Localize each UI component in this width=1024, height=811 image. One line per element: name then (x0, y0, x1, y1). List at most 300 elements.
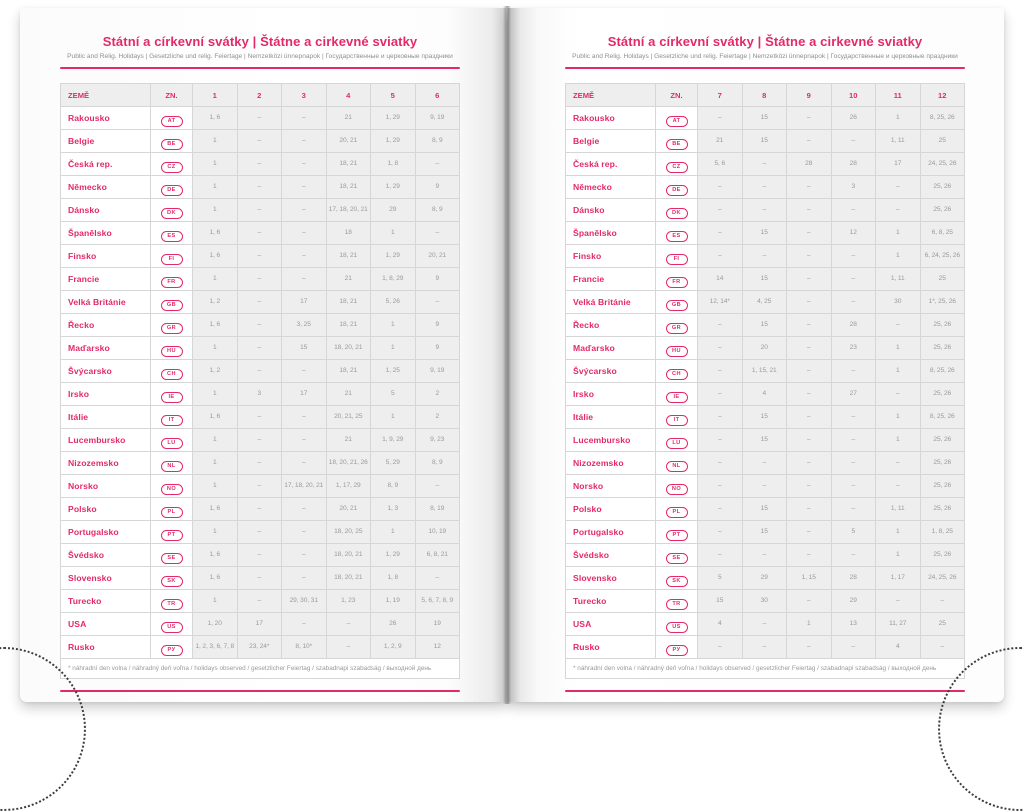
country-row (61, 314, 460, 337)
country-code-badge: AT (666, 116, 688, 127)
holiday-dates-cell: – (831, 245, 876, 268)
holiday-dates-cell: 1 (787, 613, 832, 636)
holiday-dates-cell: – (237, 567, 282, 590)
holiday-dates-cell: 25 (920, 268, 965, 291)
country-name: Belgie (61, 130, 151, 153)
holiday-dates-cell: 25 (920, 613, 965, 636)
holiday-dates-cell: – (787, 452, 832, 475)
holiday-dates-cell: – (876, 176, 921, 199)
holiday-dates-cell: 20, 21 (326, 498, 371, 521)
holiday-dates-cell: 20, 21 (415, 245, 460, 268)
country-row (61, 613, 460, 636)
holiday-dates-cell: 3 (831, 176, 876, 199)
holiday-dates-cell: 1 (876, 429, 921, 452)
code-column-header: ZN. (151, 84, 193, 107)
country-code-cell (656, 636, 698, 659)
holiday-dates-cell: 1 (371, 406, 416, 429)
holiday-dates-cell: 1, 11 (876, 268, 921, 291)
holiday-dates-cell: 17 (237, 613, 282, 636)
holiday-dates-cell: 1, 15, 21 (742, 360, 787, 383)
holiday-dates-cell: – (282, 452, 327, 475)
country-row (61, 452, 460, 475)
month-column-header: 6 (415, 84, 460, 107)
country-code-cell (151, 245, 193, 268)
holiday-dates-cell: 18, 21 (326, 153, 371, 176)
holiday-dates-cell: – (787, 429, 832, 452)
title-divider-rule (60, 67, 460, 69)
holiday-dates-cell: 30 (742, 590, 787, 613)
holiday-dates-cell: – (282, 199, 327, 222)
holiday-dates-cell: – (831, 475, 876, 498)
country-row (566, 222, 965, 245)
holiday-dates-cell: – (282, 360, 327, 383)
month-column-header: 4 (326, 84, 371, 107)
holiday-dates-cell: – (698, 452, 743, 475)
country-code-badge: AT (161, 116, 183, 127)
holiday-dates-cell: – (698, 544, 743, 567)
country-name: Turecko (61, 590, 151, 613)
holiday-dates-cell: 1*, 25, 26 (920, 291, 965, 314)
holiday-dates-cell: 28 (831, 153, 876, 176)
holiday-dates-cell: 1 (876, 406, 921, 429)
country-name: Švýcarsko (61, 360, 151, 383)
country-code-badge: РУ (161, 645, 183, 656)
month-column-header: 1 (193, 84, 238, 107)
holiday-dates-cell: – (237, 498, 282, 521)
holiday-dates-cell: – (326, 636, 371, 659)
country-code-badge: CH (666, 369, 688, 380)
holiday-dates-cell: 1, 15 (787, 567, 832, 590)
holiday-dates-cell: 1 (193, 130, 238, 153)
holiday-dates-cell: – (831, 498, 876, 521)
holiday-dates-cell: 5 (698, 567, 743, 590)
holiday-dates-cell: 1 (193, 383, 238, 406)
holiday-dates-cell: 15 (742, 521, 787, 544)
holiday-dates-cell: 25, 26 (920, 176, 965, 199)
month-column-header: 7 (698, 84, 743, 107)
holiday-dates-cell: 1 (193, 153, 238, 176)
country-name: Rakousko (61, 107, 151, 130)
country-name: Řecko (61, 314, 151, 337)
holiday-dates-cell: – (787, 360, 832, 383)
country-code-cell (151, 429, 193, 452)
country-name: Česká rep. (61, 153, 151, 176)
holiday-dates-cell: 11, 27 (876, 613, 921, 636)
country-row (61, 176, 460, 199)
holiday-dates-cell: 26 (831, 107, 876, 130)
holiday-dates-cell: 12, 14* (698, 291, 743, 314)
holiday-dates-cell: – (698, 406, 743, 429)
country-name: Rusko (566, 636, 656, 659)
holiday-dates-cell: 30 (876, 291, 921, 314)
holiday-dates-cell: – (415, 291, 460, 314)
country-code-badge: GB (161, 300, 183, 311)
country-row (566, 452, 965, 475)
country-code-cell (151, 521, 193, 544)
country-name: Řecko (566, 314, 656, 337)
holiday-dates-cell: 25, 26 (920, 498, 965, 521)
holiday-dates-cell: 9, 23 (415, 429, 460, 452)
holiday-dates-cell: 18, 20, 21, 26 (326, 452, 371, 475)
country-code-badge: GR (666, 323, 688, 334)
country-code-cell (656, 498, 698, 521)
holiday-dates-cell: 1, 6 (193, 107, 238, 130)
holiday-dates-cell: 1, 29 (371, 130, 416, 153)
holiday-dates-cell: – (787, 268, 832, 291)
holiday-dates-cell: 1, 19 (371, 590, 416, 613)
holiday-dates-cell: 8, 9 (371, 475, 416, 498)
holiday-dates-cell: 18, 20, 21 (326, 337, 371, 360)
holiday-dates-cell: 10, 19 (415, 521, 460, 544)
holiday-dates-cell: – (282, 498, 327, 521)
country-row (566, 636, 965, 659)
holiday-dates-cell: 1, 2, 3, 6, 7, 8 (193, 636, 238, 659)
country-column-header: ZEMĚ (61, 84, 151, 107)
holiday-dates-cell: – (326, 613, 371, 636)
holiday-dates-cell: 1, 11 (876, 498, 921, 521)
holiday-dates-cell: – (742, 199, 787, 222)
holiday-dates-cell: 25, 26 (920, 383, 965, 406)
holiday-dates-cell: 5, 29 (371, 452, 416, 475)
holidays-table (565, 83, 965, 659)
country-code-cell (151, 199, 193, 222)
holiday-dates-cell: – (920, 590, 965, 613)
country-row (61, 521, 460, 544)
holiday-dates-cell: – (237, 107, 282, 130)
holiday-dates-cell: 9 (415, 314, 460, 337)
country-code-badge: PL (161, 507, 183, 518)
country-code-badge: РУ (666, 645, 688, 656)
holiday-dates-cell: 15 (742, 406, 787, 429)
country-code-cell (656, 222, 698, 245)
holiday-dates-cell: – (787, 406, 832, 429)
country-row (61, 475, 460, 498)
holiday-dates-cell: 1 (371, 222, 416, 245)
holiday-dates-cell: 5, 6 (698, 153, 743, 176)
holiday-dates-cell: 28 (831, 314, 876, 337)
holiday-dates-cell: 8, 25, 26 (920, 360, 965, 383)
country-row (61, 636, 460, 659)
country-code-badge: TR (161, 599, 183, 610)
holiday-dates-cell: 21 (326, 429, 371, 452)
holiday-dates-cell: – (876, 590, 921, 613)
holiday-dates-cell: 1, 8, 29 (371, 268, 416, 291)
holiday-dates-cell: – (876, 314, 921, 337)
country-code-cell (151, 337, 193, 360)
holiday-dates-cell: 1, 29 (371, 544, 416, 567)
page-title: Státní a církevní svátky | Štátne a cirkevné sviatky (102, 34, 418, 49)
country-name: Itálie (61, 406, 151, 429)
holiday-dates-cell: 15 (742, 268, 787, 291)
holiday-dates-cell: 18, 21 (326, 176, 371, 199)
holiday-dates-cell: 4 (698, 613, 743, 636)
country-row (566, 521, 965, 544)
country-row (566, 153, 965, 176)
country-code-cell (656, 153, 698, 176)
holiday-dates-cell: – (237, 360, 282, 383)
holiday-dates-cell: 9, 19 (415, 107, 460, 130)
holiday-dates-cell: 1, 6 (193, 314, 238, 337)
country-name: Lucembursko (566, 429, 656, 452)
country-row (61, 337, 460, 360)
holiday-dates-cell: 8, 25, 26 (920, 107, 965, 130)
country-name: Rusko (61, 636, 151, 659)
country-code-badge: FR (666, 277, 688, 288)
holiday-dates-cell: 12 (415, 636, 460, 659)
country-code-cell (656, 199, 698, 222)
holiday-dates-cell: 21 (698, 130, 743, 153)
holiday-dates-cell: 1, 17, 29 (326, 475, 371, 498)
holiday-dates-cell: – (698, 383, 743, 406)
country-code-badge: ES (161, 231, 183, 242)
holiday-dates-cell: 1, 8, 25 (920, 521, 965, 544)
country-name: Švédsko (61, 544, 151, 567)
holiday-dates-cell: 23 (831, 337, 876, 360)
holiday-dates-cell: 17, 18, 20, 21 (282, 475, 327, 498)
holiday-dates-cell: – (237, 291, 282, 314)
holiday-dates-cell: 1 (193, 521, 238, 544)
holiday-dates-cell: – (831, 406, 876, 429)
holiday-dates-cell: 5 (371, 383, 416, 406)
country-code-cell (151, 153, 193, 176)
country-name: Velká Británie (61, 291, 151, 314)
holiday-dates-cell: – (742, 153, 787, 176)
holiday-dates-cell: – (237, 222, 282, 245)
country-code-cell (151, 498, 193, 521)
holiday-dates-cell: 1, 29 (371, 245, 416, 268)
country-code-cell (151, 544, 193, 567)
country-code-cell (151, 636, 193, 659)
holiday-dates-cell: 21 (326, 268, 371, 291)
country-name: Norsko (566, 475, 656, 498)
country-name: Nizozemsko (61, 452, 151, 475)
holiday-dates-cell: – (831, 268, 876, 291)
country-code-cell (151, 222, 193, 245)
holidays-table (60, 83, 460, 659)
country-row (61, 383, 460, 406)
holiday-dates-cell: – (831, 636, 876, 659)
holiday-dates-cell: – (787, 498, 832, 521)
holiday-dates-cell: 9, 19 (415, 360, 460, 383)
country-code-badge: BE (666, 139, 688, 150)
country-code-badge: FR (161, 277, 183, 288)
country-code-cell (656, 567, 698, 590)
country-row (61, 245, 460, 268)
holiday-dates-cell: – (787, 544, 832, 567)
holiday-dates-cell: – (831, 360, 876, 383)
country-row (566, 268, 965, 291)
country-row (566, 130, 965, 153)
holiday-dates-cell: 18, 21 (326, 314, 371, 337)
country-name: Dánsko (566, 199, 656, 222)
holiday-dates-cell: 1, 29 (371, 176, 416, 199)
country-row (566, 383, 965, 406)
holiday-dates-cell: – (282, 130, 327, 153)
country-name: USA (61, 613, 151, 636)
holiday-dates-cell: – (282, 222, 327, 245)
holiday-dates-cell: – (698, 314, 743, 337)
country-code-badge: NL (666, 461, 688, 472)
country-code-cell (656, 360, 698, 383)
holiday-dates-cell: – (876, 383, 921, 406)
country-name: Nizozemsko (566, 452, 656, 475)
holiday-dates-cell: – (282, 245, 327, 268)
holiday-dates-cell: 29 (742, 567, 787, 590)
country-code-cell (151, 475, 193, 498)
month-column-header: 3 (282, 84, 327, 107)
country-name: Německo (566, 176, 656, 199)
country-code-cell (151, 567, 193, 590)
holiday-dates-cell: 1, 6 (193, 406, 238, 429)
country-row (566, 360, 965, 383)
country-code-cell (151, 107, 193, 130)
holiday-dates-cell: – (415, 222, 460, 245)
holiday-dates-cell: 19 (415, 613, 460, 636)
holiday-dates-cell: – (237, 268, 282, 291)
holiday-dates-cell: 4 (742, 383, 787, 406)
holiday-dates-cell: 1, 20 (193, 613, 238, 636)
country-row (566, 498, 965, 521)
country-name: Portugalsko (566, 521, 656, 544)
holiday-dates-cell: – (787, 291, 832, 314)
page-title: Státní a církevní svátky | Štátne a cirkevné sviatky (607, 34, 923, 49)
country-code-badge: DK (666, 208, 688, 219)
country-code-badge: GR (161, 323, 183, 334)
holiday-dates-cell: – (237, 130, 282, 153)
country-code-cell (656, 613, 698, 636)
holiday-dates-cell: 25, 26 (920, 429, 965, 452)
country-code-badge: ES (666, 231, 688, 242)
holiday-dates-cell: 17, 18, 20, 21 (326, 199, 371, 222)
country-row (566, 544, 965, 567)
holiday-dates-cell: 25, 26 (920, 452, 965, 475)
holiday-dates-cell: – (787, 636, 832, 659)
country-name: Slovensko (566, 567, 656, 590)
country-row (566, 199, 965, 222)
country-code-cell (151, 613, 193, 636)
country-row (61, 268, 460, 291)
country-code-badge: DE (161, 185, 183, 196)
country-row (566, 291, 965, 314)
country-row (566, 107, 965, 130)
country-code-cell (656, 521, 698, 544)
holiday-dates-cell: 17 (876, 153, 921, 176)
holiday-dates-cell: 8, 9 (415, 452, 460, 475)
country-code-badge: CH (161, 369, 183, 380)
holiday-dates-cell: 15 (742, 498, 787, 521)
country-code-cell (151, 590, 193, 613)
country-row (61, 590, 460, 613)
page-subtitle: Public and Relig. Holidays | Gesetzliche und relig. Feiertage | Nemzetközi ünnepnapok | Государственные и церковные праздники (67, 53, 453, 60)
holiday-dates-cell: 1, 25 (371, 360, 416, 383)
holiday-dates-cell: 18, 20, 25 (326, 521, 371, 544)
holiday-dates-cell: 25, 26 (920, 544, 965, 567)
country-code-cell (656, 107, 698, 130)
country-code-cell (656, 544, 698, 567)
holiday-dates-cell: – (787, 475, 832, 498)
holiday-dates-cell: 1, 2 (193, 360, 238, 383)
holiday-dates-cell: 1, 17 (876, 567, 921, 590)
holiday-dates-cell: 14 (698, 268, 743, 291)
country-code-badge: IE (161, 392, 183, 403)
holiday-dates-cell: 24, 25, 26 (920, 567, 965, 590)
country-code-badge: BE (161, 139, 183, 150)
holiday-dates-cell: 2 (415, 383, 460, 406)
holiday-dates-cell: 17 (282, 383, 327, 406)
country-name: Finsko (566, 245, 656, 268)
country-name: Švédsko (566, 544, 656, 567)
country-name: Německo (61, 176, 151, 199)
holiday-dates-cell: 1, 6 (193, 222, 238, 245)
holiday-dates-cell: 25 (920, 130, 965, 153)
page-subtitle: Public and Relig. Holidays | Gesetzliche und relig. Feiertage | Nemzetközi ünnepnapok | Государственные и церковные праздники (572, 53, 958, 60)
holiday-dates-cell: 3, 25 (282, 314, 327, 337)
holiday-dates-cell: 1, 9, 29 (371, 429, 416, 452)
holiday-dates-cell: 1, 2, 9 (371, 636, 416, 659)
holiday-dates-cell: 18, 21 (326, 245, 371, 268)
country-name: Česká rep. (566, 153, 656, 176)
page-content (565, 34, 965, 692)
holiday-dates-cell: 18, 21 (326, 360, 371, 383)
country-code-cell (151, 452, 193, 475)
holiday-dates-cell: 1 (193, 475, 238, 498)
holiday-dates-cell: – (698, 475, 743, 498)
holiday-dates-cell: – (787, 199, 832, 222)
holiday-dates-cell: 2 (415, 406, 460, 429)
country-row (566, 475, 965, 498)
diary-page-right (508, 8, 1004, 702)
country-code-cell (656, 383, 698, 406)
holiday-dates-cell: – (698, 199, 743, 222)
country-row (61, 360, 460, 383)
holiday-dates-cell: – (282, 107, 327, 130)
country-code-cell (151, 176, 193, 199)
country-name: Rakousko (566, 107, 656, 130)
holiday-dates-cell: – (237, 521, 282, 544)
holiday-dates-cell: 15 (742, 107, 787, 130)
holiday-dates-cell: 15 (742, 314, 787, 337)
country-row (566, 613, 965, 636)
holiday-dates-cell: 18 (326, 222, 371, 245)
holiday-dates-cell: – (787, 521, 832, 544)
holiday-dates-cell: – (698, 521, 743, 544)
holiday-dates-cell: – (237, 544, 282, 567)
country-row (61, 498, 460, 521)
month-column-header: 11 (876, 84, 921, 107)
country-code-badge: PT (666, 530, 688, 541)
holiday-dates-cell: 8, 25, 26 (920, 406, 965, 429)
holiday-dates-cell: – (282, 521, 327, 544)
holiday-dates-cell: – (698, 360, 743, 383)
country-name: Portugalsko (61, 521, 151, 544)
holiday-dates-cell: 25, 26 (920, 475, 965, 498)
country-code-badge: DE (666, 185, 688, 196)
holiday-dates-cell: 29 (831, 590, 876, 613)
country-row (566, 337, 965, 360)
holiday-dates-cell: 6, 24, 25, 26 (920, 245, 965, 268)
holiday-dates-cell: – (742, 475, 787, 498)
holiday-dates-cell: 1 (193, 199, 238, 222)
holiday-dates-cell: 6, 8, 25 (920, 222, 965, 245)
country-name: Francie (566, 268, 656, 291)
holiday-dates-cell: – (876, 199, 921, 222)
country-name: Španělsko (61, 222, 151, 245)
country-name: Belgie (566, 130, 656, 153)
holiday-dates-cell: – (282, 544, 327, 567)
holiday-dates-cell: 20, 21, 25 (326, 406, 371, 429)
holiday-dates-cell: 1 (371, 337, 416, 360)
country-name: Maďarsko (566, 337, 656, 360)
